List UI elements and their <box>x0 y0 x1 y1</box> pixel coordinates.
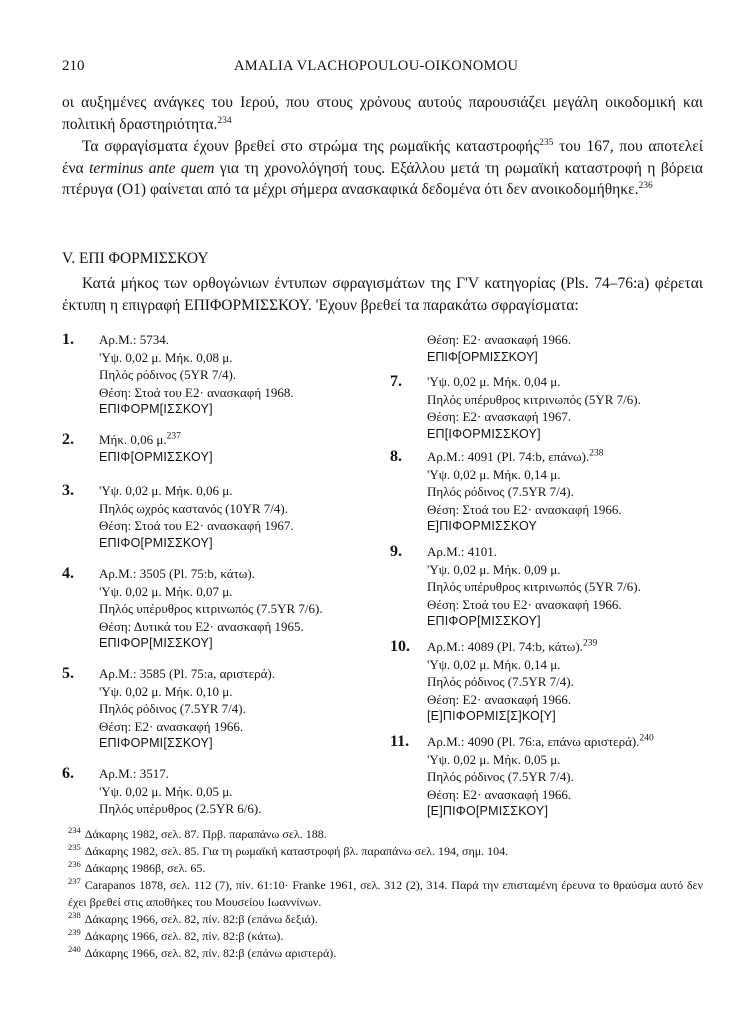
footnote-239: $^{239}$ Δάκαρης 1966, σελ. 82, πίν. 82:β (κάτω). <box>68 927 284 943</box>
page-header <box>62 58 703 78</box>
inscription: Ε]ΠΙΦΟΡΜΙΣΣΚΟΥ <box>427 519 538 533</box>
footnote-ref-237[interactable]: 237 <box>166 431 181 442</box>
inscription: ΕΠΙΦΟΡΜΙ[ΣΣΚΟΥ] <box>99 736 213 750</box>
footnote-ref-235[interactable]: 235 <box>539 137 554 148</box>
paragraph-1: οι αυξημένες ανάγκες του Ιερού, που στους χρόνους αυτούς παρουσιάζει μεγάλη οικοδομική και πολιτική δραστηριότητα.$^{234}$ <box>62 94 703 133</box>
footnote-ref-239[interactable]: 239 <box>582 638 598 649</box>
footnote-240: $^{240}$ Δάκαρης 1966, σελ. 82, πίν. 82:β (επάνω αριστερά). <box>68 944 337 960</box>
footnote-236: $^{236}$ Δάκαρης 1986β, σελ. 65. <box>68 859 206 875</box>
page-number: 210 <box>62 58 85 74</box>
inscription: ΕΠΙΦ[ΟΡΜΙΣΣΚΟΥ] <box>99 449 213 464</box>
inscription: ΕΠ[ΙΦΟΡΜΙΣΣΚΟΥ] <box>427 426 541 441</box>
inscription: [Ε]ΠΙΦΟ[ΡΜΙΣΣΚΟΥ] <box>427 804 549 818</box>
section-heading: V. ΕΠΙ ΦΟΡΜΙΣΣΚΟΥ <box>62 250 209 267</box>
footnote-237: $^{237}$ Carapanos 1878, σελ. 112 (7), πίν. 61:10· Franke 1961, σελ. 312 (2), 314. Παρά την επισταμένη έρευνα το θραύσμα αυτό δεν έχει βρεθεί στις αποθήκες του Μουσείου Ιωαννίνων. <box>68 876 703 909</box>
paragraph-2: Τα σφραγίσματα έχουν βρεθεί στο στρώμα της ρωμαϊκής καταστροφής$^{235}$ του 167, που αποτελεί ένα terminus ante quem για τη χρονολόγησή τους. Εξάλλου μετά τη ρωμαϊκή καταστροφή η βόρεια πτέρυγα (Ο1) φαίνεται από τα μέχρι σήμερα ανασκαφικά δεδομένα ότι δεν ανοικοδομήθηκε.$^{236}$ <box>62 137 704 198</box>
paragraph-3: Κατά μήκος των ορθογώνιων έντυπων σφραγισμάτων της Γ'V κατηγορίας (Pls. 74–76:a) φέρεται έκτυπη η επιγραφή ΕΠΙΦΟΡΜΙΣΣΚΟΥ. 'Εχουν βρεθεί τα παρακάτω σφραγίσματα: <box>62 275 703 314</box>
inscription: ΕΠΙΦΟΡ[ΜΙΣΣΚΟΥ] <box>427 614 541 628</box>
footnote-ref-236[interactable]: 236 <box>638 180 653 191</box>
footnotes <box>62 826 703 962</box>
catalog-entry-6-continued: Θέση: Ε2· ανασκαφή 1966. ΕΠΙΦ[ΟΡΜΙΣΣΚΟΥ] <box>427 331 571 366</box>
footnote-234: $^{234}$ Δάκαρης 1982, σελ. 87. Πρβ. παραπάνω σελ. 188. <box>68 825 327 841</box>
inscription: ΕΠΙΦ[ΟΡΜΙΣΣΚΟΥ] <box>427 349 538 364</box>
inscription: ΕΠΙΦΟΡ[ΜΙΣΣΚΟΥ] <box>99 636 213 650</box>
italic-term: terminus ante quem <box>89 159 215 177</box>
inscription: ΕΠΙΦΟΡΜ[ΙΣΣΚΟΥ] <box>99 402 213 416</box>
inscription: [Ε]ΠΙΦΟΡΜΙΣ[Σ]ΚΟ[Υ] <box>427 709 556 723</box>
footnote-ref-240[interactable]: 240 <box>639 733 654 744</box>
footnote-235: $^{235}$ Δάκαρης 1982, σελ. 85. Για τη ρωμαϊκή καταστροφή βλ. παραπάνω σελ. 194, σημ. 104. <box>68 842 509 858</box>
running-title: AMALIA VLACHOPOULOU-OIKONOMOU <box>234 58 519 74</box>
footnote-ref-238[interactable]: 238 <box>589 448 604 459</box>
inscription: ΕΠΙΦΟ[ΡΜΙΣΣΚΟΥ] <box>99 535 213 550</box>
footnote-ref-234[interactable]: 234 <box>217 115 232 126</box>
footnote-238: $^{238}$ Δάκαρης 1966, σελ. 82, πίν. 82:β (επάνω δεξιά). <box>68 910 318 926</box>
